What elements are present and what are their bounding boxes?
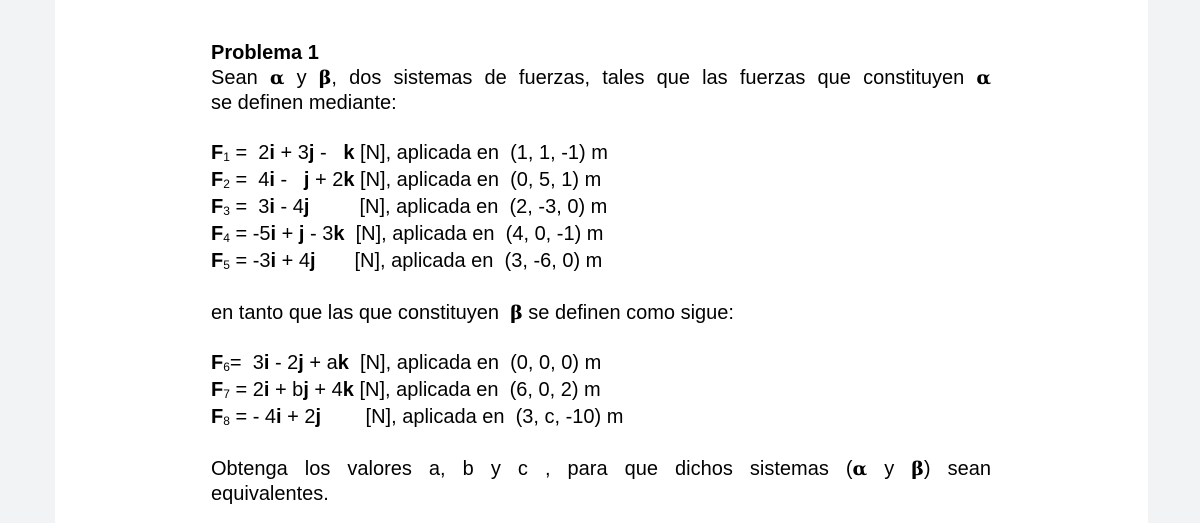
- spacing: [321, 406, 365, 428]
- equals-sign: =: [229, 142, 259, 164]
- problem-content: [211, 41, 991, 507]
- force-subscript: 4: [223, 231, 230, 245]
- force-label: F: [211, 379, 224, 401]
- force-label: F: [211, 196, 224, 218]
- beta-symbol: β: [911, 458, 924, 480]
- force-subscript: 2: [223, 177, 230, 191]
- coefficient: + a: [303, 352, 338, 374]
- unit-vector: j: [298, 352, 304, 374]
- equals-sign: =: [229, 223, 253, 245]
- force-subscript: 7: [223, 387, 230, 401]
- unit-vector: i: [263, 379, 270, 401]
- force-subscript: 3: [223, 204, 230, 218]
- coefficient: + 4: [276, 250, 310, 272]
- coefficient: + 2: [309, 169, 344, 191]
- spacing: [349, 352, 360, 374]
- intro-text-1: Sean: [211, 67, 270, 89]
- coefficient: + b: [269, 379, 304, 401]
- question-text-2: y: [867, 458, 912, 480]
- unit-vector: j: [303, 379, 309, 401]
- unit-vector: k: [343, 169, 355, 191]
- alpha-symbol: α: [976, 67, 992, 89]
- question-text-1: Obtenga los valores a, b y c , para que dichos sistemas (: [211, 458, 853, 480]
- intro-text-3: , dos sistemas de fuerzas, tales que las fuerzas que constituyen: [331, 67, 977, 89]
- alpha-symbol: α: [852, 458, 868, 480]
- unit-vector: j: [309, 250, 316, 272]
- unit-vector: i: [269, 169, 275, 191]
- force-row: [211, 168, 991, 195]
- force-row: [211, 195, 991, 222]
- force-subscript: 5: [223, 258, 230, 272]
- coefficient: + 4: [308, 379, 343, 401]
- coefficient: + 2: [281, 406, 316, 428]
- middle-text-2: se definen como sigue:: [522, 302, 734, 324]
- application-point: [N], aplicada en (2, -3, 0) m: [359, 196, 608, 218]
- alpha-force-list: [211, 141, 991, 276]
- spacing: [344, 223, 355, 245]
- question-line-1: [211, 457, 991, 482]
- coefficient: -: [274, 169, 304, 191]
- force-row: [211, 222, 991, 249]
- beta-symbol: β: [510, 302, 523, 324]
- force-row: [211, 405, 991, 432]
- application-point: [N], aplicada en (0, 5, 1) m: [360, 169, 602, 191]
- coefficient: 3: [252, 352, 264, 374]
- spacing: [316, 250, 355, 272]
- coefficient: - 3: [304, 223, 334, 245]
- question-text-3: ) sean: [923, 458, 991, 480]
- coefficient: +: [276, 223, 299, 245]
- unit-vector: j: [303, 169, 310, 191]
- coefficient: 4: [258, 169, 270, 191]
- force-label: F: [211, 406, 224, 428]
- coefficient: -5: [252, 223, 271, 245]
- coefficient: + 3: [274, 142, 309, 164]
- coefficient: 2: [252, 379, 264, 401]
- unit-vector: j: [303, 196, 310, 218]
- middle-text-1: en tanto que las que constituyen: [211, 302, 511, 324]
- force-label: F: [211, 142, 224, 164]
- application-point: [N], aplicada en (0, 0, 0) m: [360, 352, 602, 374]
- application-point: [N], aplicada en (6, 0, 2) m: [359, 379, 601, 401]
- unit-vector: k: [343, 142, 355, 164]
- intro-line-2: se definen mediante:: [211, 92, 397, 114]
- spacer: [211, 326, 991, 351]
- unit-vector: k: [337, 352, 349, 374]
- unit-vector: k: [342, 379, 354, 401]
- document-page: [55, 0, 1148, 523]
- unit-vector: i: [263, 352, 270, 374]
- spacer: [211, 432, 991, 457]
- unit-vector: j: [315, 406, 322, 428]
- middle-line: [211, 301, 991, 326]
- force-label: F: [211, 169, 224, 191]
- coefficient: 3: [258, 196, 270, 218]
- force-subscript: 6: [223, 360, 230, 374]
- force-subscript: 1: [223, 150, 230, 164]
- question-line-2: equivalentes.: [211, 483, 329, 505]
- unit-vector: j: [308, 142, 315, 164]
- force-label: F: [211, 352, 224, 374]
- spacer: [211, 116, 991, 141]
- intro-line-1: [211, 66, 991, 91]
- coefficient: - 2: [269, 352, 299, 374]
- beta-force-list: [211, 351, 991, 432]
- force-label: F: [211, 223, 224, 245]
- unit-vector: i: [270, 223, 277, 245]
- equals-sign: =: [229, 250, 253, 272]
- equals-sign: =: [229, 406, 253, 428]
- coefficient: 2: [258, 142, 270, 164]
- unit-vector: i: [269, 142, 275, 164]
- application-point: [N], aplicada en (4, 0, -1) m: [355, 223, 604, 245]
- intro-text-2: y: [284, 67, 319, 89]
- application-point: [N], aplicada en (1, 1, -1) m: [360, 142, 608, 164]
- problem-title: Problema 1: [211, 42, 319, 64]
- coefficient: - 4: [252, 406, 277, 428]
- force-row: [211, 378, 991, 405]
- spacer: [211, 276, 991, 301]
- force-label: F: [211, 250, 224, 272]
- force-subscript: 8: [223, 414, 230, 428]
- unit-vector: j: [298, 223, 305, 245]
- force-row: [211, 141, 991, 168]
- force-row: [211, 249, 991, 276]
- beta-symbol: β: [318, 67, 332, 89]
- alpha-symbol: α: [269, 67, 285, 89]
- spacing: [309, 196, 359, 218]
- equals-sign: =: [229, 169, 259, 191]
- coefficient: -3: [252, 250, 271, 272]
- equals-sign: =: [229, 379, 253, 401]
- coefficient: - 4: [274, 196, 304, 218]
- equals-sign: =: [229, 352, 253, 374]
- coefficient: -: [314, 142, 344, 164]
- unit-vector: i: [276, 406, 282, 428]
- application-point: [N], aplicada en (3, c, -10) m: [365, 406, 624, 428]
- unit-vector: k: [333, 223, 345, 245]
- equals-sign: =: [229, 196, 259, 218]
- unit-vector: i: [270, 250, 277, 272]
- force-row: [211, 351, 991, 378]
- application-point: [N], aplicada en (3, -6, 0) m: [354, 250, 603, 272]
- unit-vector: i: [269, 196, 275, 218]
